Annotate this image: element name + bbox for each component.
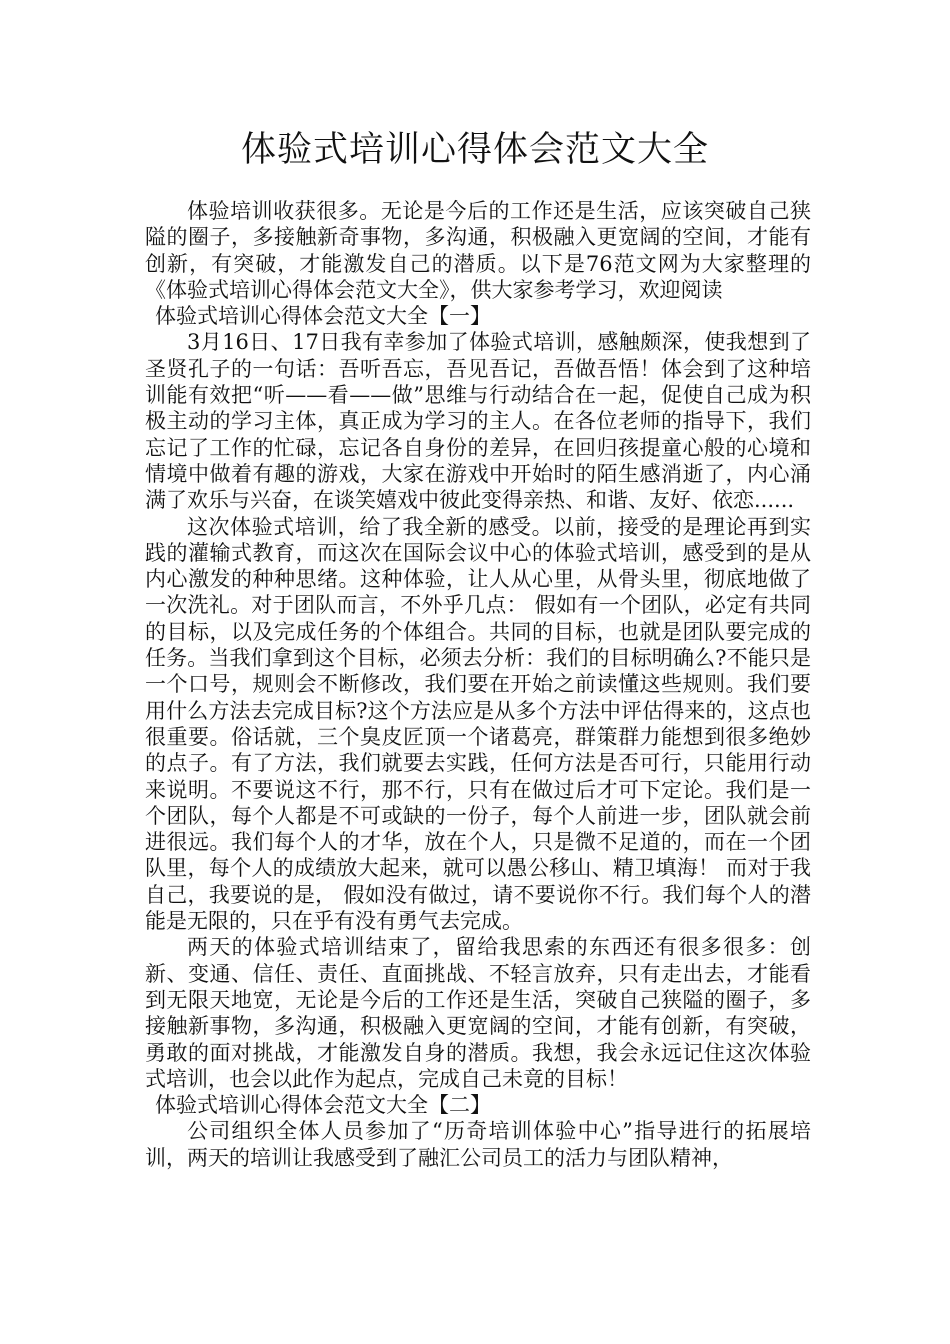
section1-paragraph-2: 这次体验式培训，给了我全新的感受。以前，接受的是理论再到实践的灌输式教育，而这次在国际会议中心的体验式培训，感受到的是从内心激发的种种思绪。这种体验，让人从心里，从骨头里，彻底地做了一次洗礼。对于团队而言，不外乎几点： 假如有一个团队，必定有共同的目标，以及完成任务的个体组合。共同的目标，也就是团队要完成的任务。当我们拿到这个目标，必须去分析：我们的目标明确么?不能只是一个口号，规则会不断修改，我们要在开始之前读懂这些规则。我们要用什么方法去完成目标?这个方法应是从多个方法中评估得来的，这点也很重要。俗话就，三个臭皮匠顶一个诸葛亮，群策群力能想到很多绝妙的点子。有了方法，我们就要去实践，任何方法是否可行，只能用行动来说明。不要说这不行，那不行，只有在做过后才可下定论。我们是一个团队，每个人都是不可或缺的一份子，每个人前进一步，团队就会前进很远。我们每个人的才华，放在个人，只是微不足道的，而在一个团队里，每个人的成绩放大起来，就可以愚公移山、精卫填海！ 而对于我自己，我要说的是， 假如没有做过，请不要说你不行。我们每个人的潜能是无限的，只在乎有没有勇气去完成。 — [145, 514, 811, 934]
intro-paragraph: 体验培训收获很多。无论是今后的工作还是生活，应该突破自己狭隘的圈子，多接触新奇事物，多沟通，积极融入更宽阔的空间，才能有创新，有突破，才能激发自己的潜质。以下是76范文网为大家整理的《体验式培训心得体会范文大全》，供大家参考学习，欢迎阅读 — [145, 199, 811, 302]
section2-paragraph-1: 公司组织全体人员参加了“历奇培训体验中心”指导进行的拓展培训，两天的培训让我感受到了融汇公司员工的活力与团队精神， — [145, 1119, 811, 1170]
section-heading-1: 体验式培训心得体会范文大全【一】 — [155, 304, 491, 329]
section1-paragraph-1: 3月16日、17日我有幸参加了体验式培训，感触颇深，使我想到了圣贤孔子的一句话：吾听吾忘，吾见吾记，吾做吾悟！体会到了这种培训能有效把“听——看——做”思维与行动结合在一起，促使自己成为积极主动的学习主体，真正成为学习的主人。在各位老师的指导下，我们忘记了工作的忙碌，忘记各自身份的差异，在回归孩提童心般的心境和情境中做着有趣的游戏，大家在游戏中开始时的陌生感消逝了，内心涌满了欢乐与兴奋，在谈笑嬉戏中彼此变得亲热、和谐、友好、依恋...... — [145, 330, 811, 513]
section-heading-2: 体验式培训心得体会范文大全【二】 — [155, 1093, 491, 1118]
document-title: 体验式培训心得体会范文大全 — [240, 130, 709, 170]
section1-paragraph-3: 两天的体验式培训结束了，留给我思索的东西还有很多很多：创新、变通、信任、责任、直面挑战、不轻言放弃，只有走出去，才能看到无限天地宽，无论是今后的工作还是生活，突破自己狭隘的圈子，多接触新事物，多沟通，积极融入更宽阔的空间，才能有创新，有突破，勇敢的面对挑战，才能激发自身的潜质。我想，我会永远记住这次体验式培训，也会以此作为起点，完成自己未竟的目标！ — [145, 935, 811, 1091]
document-body — [145, 198, 811, 1171]
